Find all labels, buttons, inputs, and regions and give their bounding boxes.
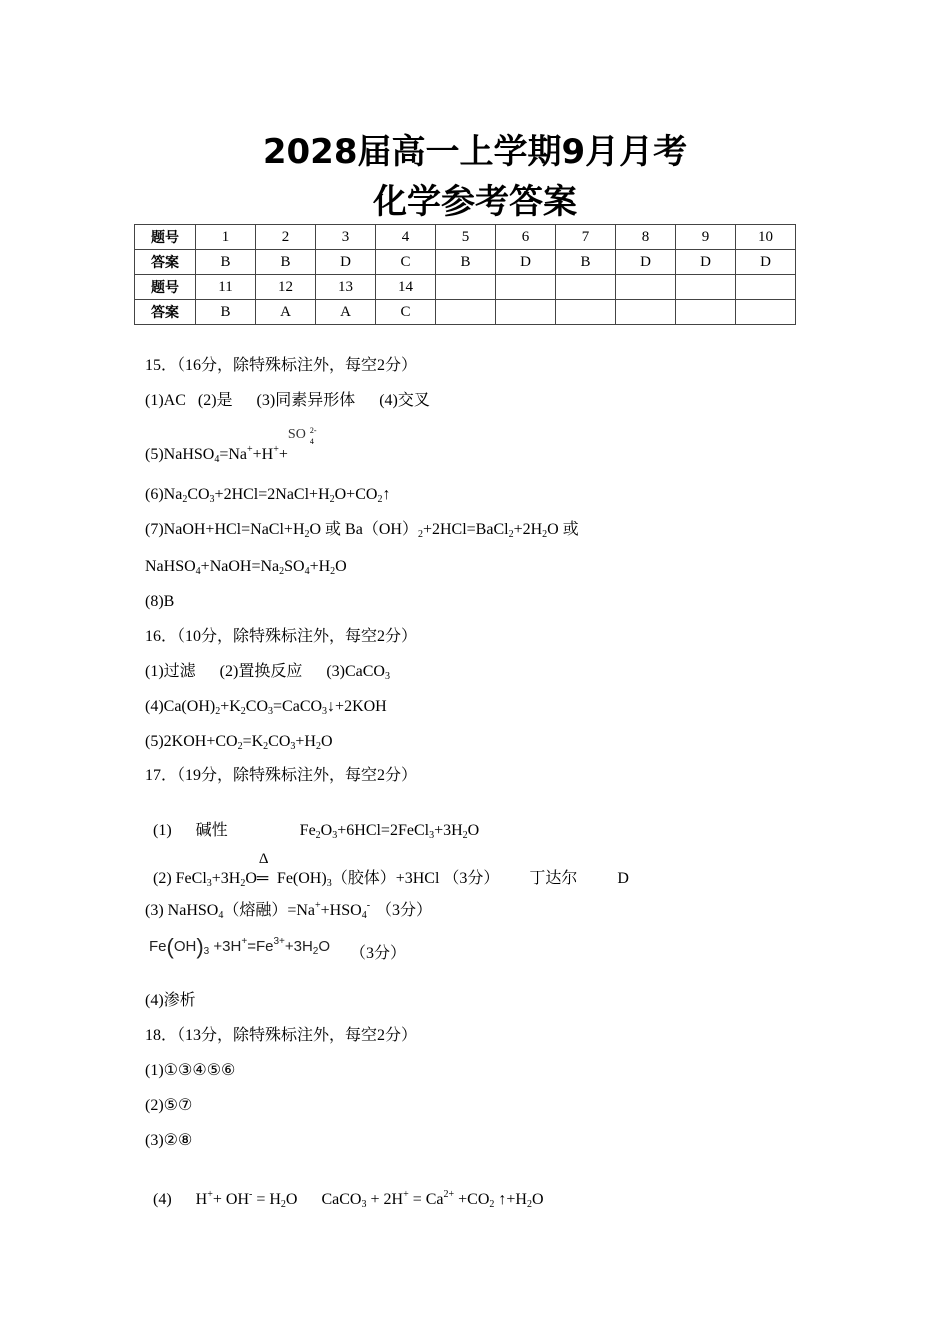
table-cell (616, 275, 676, 300)
q17-answer-line: (2) $FeCl_3+3H_2O$ Δ ═ $Fe(OH)_3$（胶体）+3HCl （3分） 丁达尔 D (153, 851, 629, 889)
answer-table (134, 224, 796, 325)
table-cell (496, 275, 556, 300)
table-cell: C (376, 250, 436, 275)
table-cell: D (736, 250, 796, 275)
table-row (135, 250, 796, 275)
q15-answer-line: (8)B (145, 593, 175, 610)
table-cell (436, 300, 496, 325)
q18-answer-line: (4) $H^++ OH^- = H_2O$ CaCO$_3$ + $2H^+ = Ca^{2+} +CO_2$ $↑+H_2O$ (153, 1189, 544, 1210)
table-cell: D (496, 250, 556, 275)
table-cell: 7 (556, 225, 616, 250)
q16-answer-line: $(4)Ca(OH)_2+K_2CO_3=CaCO_3↓+2KOH$ (145, 698, 387, 717)
q15-header: 15．（16分，除特殊标注外，每空2分） (145, 357, 418, 374)
table-cell: D (676, 250, 736, 275)
table-cell: 6 (496, 225, 556, 250)
table-cell: A (256, 300, 316, 325)
table-cell: 14 (376, 275, 436, 300)
table-cell (736, 300, 796, 325)
table-cell: C (376, 300, 436, 325)
table-cell (736, 275, 796, 300)
q18-answer-line: (1)①③④⑤⑥ (145, 1062, 236, 1079)
q16-header: 16．（10分，除特殊标注外，每空2分） (145, 628, 418, 645)
table-cell: 11 (196, 275, 256, 300)
table-row (135, 300, 796, 325)
table-cell: 8 (616, 225, 676, 250)
table-cell: B (436, 250, 496, 275)
q17-header: 17．（19分，除特殊标注外，每空2分） (145, 767, 418, 784)
title-line-2: 化学参考答案 (373, 182, 577, 222)
table-cell: D (616, 250, 676, 275)
table-cell: 13 (316, 275, 376, 300)
table-cell (436, 275, 496, 300)
q18-answer-line: (2)⑤⑦ (145, 1097, 193, 1114)
table-cell (616, 300, 676, 325)
q15-answer-line: $(6)Na_2CO_3+2HCl=2NaCl+H_2O+CO_2↑$ (145, 486, 391, 505)
q17-equation-image: $Fe(OH)_3 +3H^+=Fe^{3+}+3H_2O$ (149, 934, 331, 959)
table-cell: 3 (316, 225, 376, 250)
table-cell: B (196, 250, 256, 275)
table-cell: 4 (376, 225, 436, 250)
row-header: 答案 (135, 300, 196, 325)
q17-score-note: （3分） (350, 945, 407, 962)
table-cell: D (316, 250, 376, 275)
table-row (135, 225, 796, 250)
table-row (135, 275, 796, 300)
table-cell: 2 (256, 225, 316, 250)
title-line-1: 2028届高一上学期9月月考 (262, 132, 688, 172)
row-header: 题号 (135, 275, 196, 300)
table-cell (556, 275, 616, 300)
table-cell (676, 275, 736, 300)
table-cell: 12 (256, 275, 316, 300)
table-cell: A (316, 300, 376, 325)
q15-answer-line: $(7)NaOH+HCl=NaCl+H_2O$ 或 $Ba(OH)_2+2HCl=BaCl_2+2H_2O$ 或 (145, 521, 579, 540)
q15-answer-line: (5)NaHSO$_4$=Na++H++ SO 2- 4 (145, 439, 322, 470)
table-cell (556, 300, 616, 325)
q15-answer-line: (1)AC (2)是 (3)同素异形体 (4)交叉 (145, 392, 430, 409)
table-cell: B (556, 250, 616, 275)
row-header: 答案 (135, 250, 196, 275)
table-cell: B (196, 300, 256, 325)
q17-answer-line: (4)渗析 (145, 992, 196, 1009)
table-cell: 9 (676, 225, 736, 250)
table-cell (676, 300, 736, 325)
table-cell (496, 300, 556, 325)
heat-condition-sign: Δ ═ (256, 851, 269, 887)
table-cell: 5 (436, 225, 496, 250)
q17-answer-line: (3) NaHSO$_4$（熔融）$=Na^++HSO_4^-$ （3分） (145, 900, 433, 921)
q16-answer-line: (1)过滤 (2)置换反应 (3)CaCO$_3$ (145, 663, 390, 682)
table-cell: B (256, 250, 316, 275)
table-cell: 10 (736, 225, 796, 250)
q18-answer-line: (3)②⑧ (145, 1132, 193, 1149)
row-header: 题号 (135, 225, 196, 250)
q17-answer-line: (1) 碱性 $Fe_2O_3+6HCl=2FeCl_3+3H_2O$ (153, 822, 480, 841)
table-cell: 1 (196, 225, 256, 250)
q18-header: 18．（13分，除特殊标注外，每空2分） (145, 1027, 418, 1044)
sulfate-ion-formula: SO 2- 4 (287, 426, 317, 446)
q15-answer-line: $NaHSO_4+NaOH=Na_2SO_4+H_2O$ (145, 558, 347, 577)
q16-answer-line: $(5)2KOH+CO_2=K_2CO_3+H_2O$ (145, 733, 333, 752)
